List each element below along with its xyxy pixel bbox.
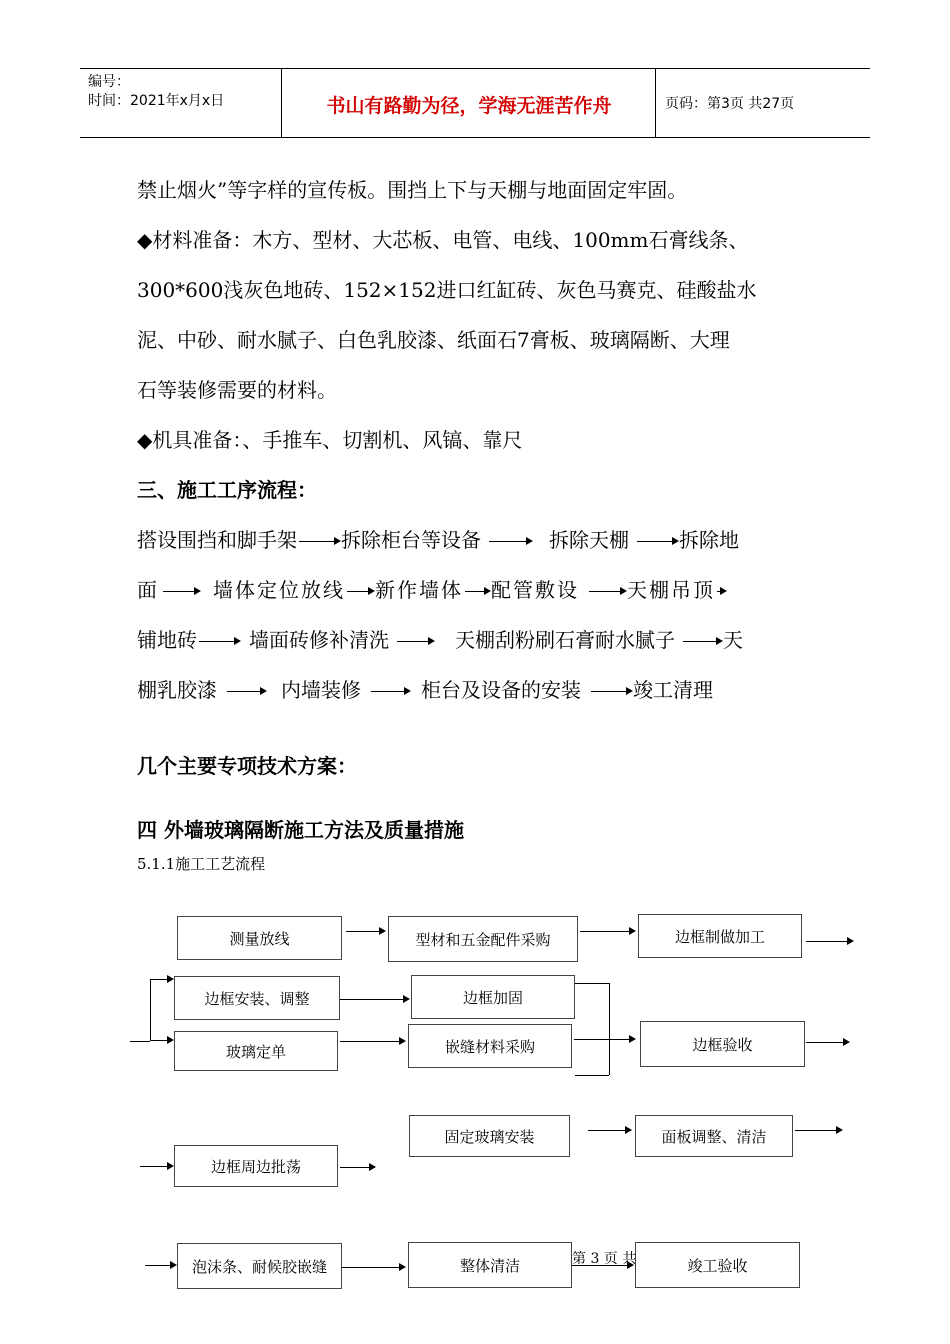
flow-box: 泡沫条、耐候胶嵌缝 [177, 1243, 342, 1289]
arrow-icon [806, 941, 852, 942]
flow-box: 固定玻璃安装 [409, 1115, 570, 1157]
arrow-icon [199, 641, 239, 642]
flow-step: 配管敷设 [491, 578, 579, 602]
header-page-info: 页码：第3页 共27页 [665, 96, 795, 112]
flow-step: 面 [137, 578, 157, 602]
flow-step: 墙体定位放线 [213, 578, 345, 602]
flow-step: 竣工清理 [633, 678, 713, 702]
flow-step: 拆除地 [679, 528, 739, 552]
arrow-icon [591, 691, 631, 692]
flow-step: 墙面砖修补清洗 [249, 628, 389, 652]
flow-box: 测量放线 [177, 916, 342, 960]
flow-box: 边框周边批荡 [174, 1145, 338, 1187]
flow-step: 内墙装修 [281, 678, 361, 702]
arrow-icon [371, 691, 409, 692]
header-divider [281, 69, 282, 137]
flow-box: 边框安装、调整 [174, 976, 340, 1020]
materials-line: 300*600浅灰色地砖、152×152进口红缸砖、灰色马赛克、硅酸盐水 [137, 278, 757, 302]
flow-step: 搭设围挡和脚手架 [137, 528, 297, 552]
arrow-icon [150, 1040, 172, 1041]
connector-line [609, 983, 610, 1075]
arrow-icon [163, 591, 199, 592]
flow-box: 型材和五金配件采购 [388, 916, 578, 962]
flow-step: 天棚刮粉刷石膏耐水腻子 [455, 628, 675, 652]
footer-page-number: 第 3 页 共 [572, 1251, 637, 1267]
flow-step: 天 [723, 628, 743, 652]
flow-box: 竣工验收 [635, 1242, 800, 1288]
flow-step: 柜台及设备的安装 [421, 678, 581, 702]
flow-line [137, 674, 713, 703]
flow-box: 边框制做加工 [638, 914, 802, 958]
materials-line: 泥、中砂、耐水腻子、白色乳胶漆、纸面石7膏板、玻璃隔断、大理 [137, 328, 730, 352]
arrow-icon [145, 1265, 175, 1266]
materials-line: 石等装修需要的材料。 [137, 378, 337, 402]
arrow-icon [717, 591, 725, 592]
flow-box: 整体清洁 [408, 1242, 572, 1288]
flow-step: 新作墙体 [375, 578, 463, 602]
header-meta [88, 73, 224, 111]
arrow-icon [795, 1130, 841, 1131]
flow-step: 拆除柜台等设备 [341, 528, 481, 552]
connector-line [150, 979, 151, 1041]
arrow-icon [346, 931, 384, 932]
tech-plan-title: 几个主要专项技术方案： [137, 754, 357, 778]
tools-line: ◆机具准备：、手推车、切割机、风镐、靠尺 [137, 428, 523, 452]
arrow-icon [588, 1130, 630, 1131]
flow-box: 玻璃定单 [174, 1031, 338, 1071]
flow-step: 铺地砖 [137, 628, 197, 652]
arrow-icon [340, 1167, 374, 1168]
arrow-icon [683, 641, 721, 642]
flow-step: 天棚吊顶 [627, 578, 715, 602]
connector-line [575, 1075, 609, 1076]
flow-box: 边框加固 [411, 975, 575, 1019]
arrow-icon [150, 979, 172, 980]
arrow-icon [574, 1039, 634, 1040]
arrow-icon [806, 1042, 848, 1043]
arrow-icon [489, 541, 531, 542]
arrow-icon [637, 541, 677, 542]
arrow-icon [580, 931, 634, 932]
flow-box: 嵌缝材料采购 [408, 1024, 572, 1068]
header-motto: 书山有路勤为径，学海无涯苦作舟 [326, 95, 612, 117]
arrow-icon [340, 999, 408, 1000]
arrow-icon [347, 591, 373, 592]
flow-line [137, 574, 727, 603]
flow-step: 棚乳胶漆 [137, 678, 217, 702]
body-line: 禁止烟火”等字样的宣传板。围挡上下与天棚与地面固定牢固。 [137, 178, 688, 202]
flow-box: 边框验收 [640, 1021, 805, 1067]
number-label: 编号： [88, 74, 130, 90]
materials-line: ◆材料准备：木方、型材、大芯板、电管、电线、100mm石膏线条、 [137, 228, 749, 252]
page-header [80, 68, 870, 138]
arrow-icon [227, 691, 265, 692]
flow-step: 拆除天棚 [549, 528, 629, 552]
section-4-title: 四 外墙玻璃隔断施工方法及质量措施 [137, 818, 464, 842]
arrow-icon [397, 641, 433, 642]
arrow-icon [140, 1166, 172, 1167]
arrow-icon [299, 541, 339, 542]
time-label: 时间：2021年x月x日 [88, 93, 225, 109]
arrow-icon [465, 591, 489, 592]
flow-line [137, 624, 743, 653]
section-3-title: 三、施工工序流程： [137, 478, 317, 502]
subsection-title: 5.1.1施工工艺流程 [137, 855, 266, 873]
arrow-icon [589, 591, 625, 592]
connector-line [130, 1041, 150, 1042]
flow-line [137, 524, 739, 553]
connector-line [575, 983, 609, 984]
header-divider [655, 69, 656, 137]
arrow-icon [342, 1267, 404, 1268]
arrow-icon [340, 1041, 404, 1042]
flow-box: 面板调整、清洁 [635, 1115, 793, 1157]
